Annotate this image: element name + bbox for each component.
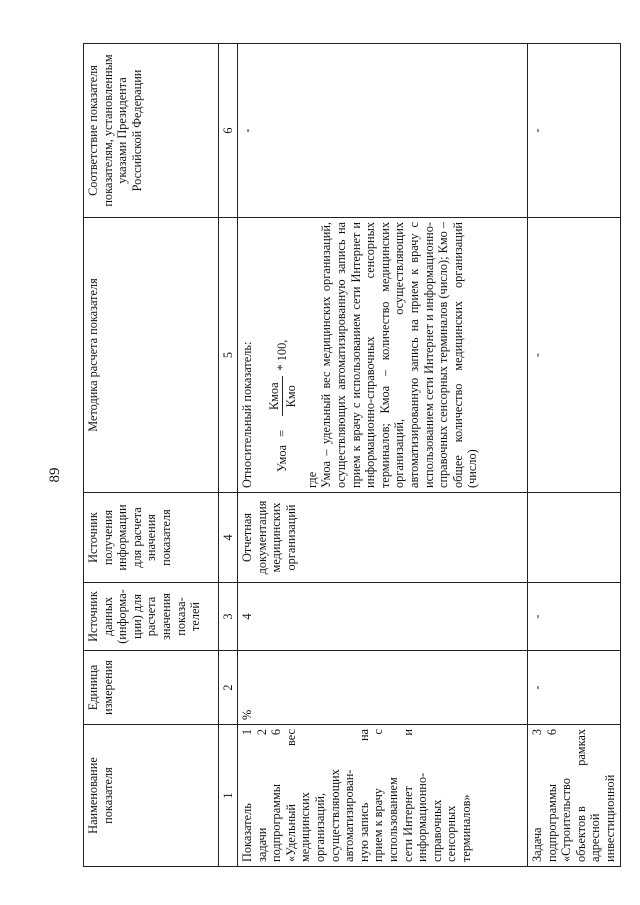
indicator-name-line: сети Интернет и <box>400 729 415 862</box>
method-cell: - <box>528 218 621 493</box>
indicator-name-line: медицинских <box>298 792 313 862</box>
compliance-cell: - <box>238 44 528 218</box>
indicator-name-line: использованием <box>385 777 400 862</box>
formula-tail: * 100, <box>275 339 290 371</box>
indicator-name-line: «Строительство <box>559 778 574 862</box>
indicator-name-line: инвестиционной <box>602 774 617 862</box>
header-compliance: Соответствие показателя показателям, установленным указами Президента Российской Федерации <box>84 44 219 218</box>
column-number-row <box>219 44 238 867</box>
formula <box>267 222 299 472</box>
data-source-cell: - <box>528 583 621 651</box>
formula-numerator: Кмоа <box>267 376 284 416</box>
column-number: 3 <box>219 583 238 651</box>
indicator-name-line: «Удельный вес <box>283 729 298 862</box>
unit-cell: % <box>238 651 528 725</box>
indicator-name-line: автоматизирован- <box>342 769 357 862</box>
info-source-cell <box>528 493 621 583</box>
indicator-name-line: прием к врачу с <box>371 729 386 862</box>
column-number: 6 <box>219 44 238 218</box>
page-number: 89 <box>47 467 63 483</box>
indicator-name-cell <box>528 725 621 867</box>
indicator-name-line: информационно- <box>415 772 430 862</box>
indicator-name-line: Задача 3 <box>530 729 544 862</box>
header-data-source: Источник данных (информа-ции) для расчета значения показа-телей <box>84 583 219 651</box>
indicator-name-line: объектов в рамках <box>573 729 588 862</box>
indicator-name-line: подпрограммы 6 <box>544 729 559 862</box>
indicator-name-line: сенсорных <box>444 805 459 862</box>
indicator-name-cell <box>238 725 528 867</box>
indicator-name-line: справочных <box>429 799 444 862</box>
info-source-cell: Отчетная документация медицинских организаций <box>238 493 528 583</box>
column-number: 4 <box>219 493 238 583</box>
table-row <box>528 44 621 867</box>
indicator-name-line: организаций, <box>312 792 327 862</box>
column-number: 2 <box>219 651 238 725</box>
header-info-source: Источник получения информации для расчета значения показателя <box>84 493 219 583</box>
indicator-name-line: терминалов» <box>458 794 473 862</box>
indicator-name-line: ную запись на <box>356 729 371 862</box>
method-intro: Относительный показатель: <box>240 341 254 488</box>
compliance-cell: - <box>528 44 621 218</box>
indicator-name-line: подпрограммы 6 <box>269 729 284 862</box>
data-source-cell: 4 <box>238 583 528 651</box>
indicator-name-line: Показатель 1 <box>240 729 254 862</box>
unit-cell: - <box>528 651 621 725</box>
formula-equals: = <box>275 430 290 437</box>
method-body: Умоа – удельный вес медицинских организаций, осуществляющих автоматизированную запись на прием к врачу с использованием сети Интернет и информационно-справочных сенсорных терминалов; Кмоа – количество медицинских организаций, осуществляющих автоматизированную запись на прием к врачу с использованием сети Интернет и информационно-справочных сенсорных терминалов (число); Кмо – общее количество медицинских организаций (число) <box>319 222 480 488</box>
indicator-table <box>83 43 621 867</box>
formula-denominator: Кмо <box>284 385 299 408</box>
column-number: 1 <box>219 725 238 867</box>
column-number: 5 <box>219 218 238 493</box>
method-where: где <box>304 471 319 488</box>
indicator-name-line: адресной <box>588 813 603 862</box>
header-method: Методика расчета показателя <box>84 218 219 493</box>
indicator-name-line: задачи 2 <box>254 729 269 862</box>
header-unit: Единица измерения <box>84 651 219 725</box>
formula-lhs: Умоа <box>275 444 290 472</box>
table-header-row <box>84 44 219 867</box>
formula-fraction <box>267 376 299 416</box>
method-cell <box>238 218 528 493</box>
table-row <box>238 44 528 867</box>
indicator-name-line: осуществляющих <box>327 769 342 862</box>
header-name: Наименование показателя <box>84 725 219 867</box>
